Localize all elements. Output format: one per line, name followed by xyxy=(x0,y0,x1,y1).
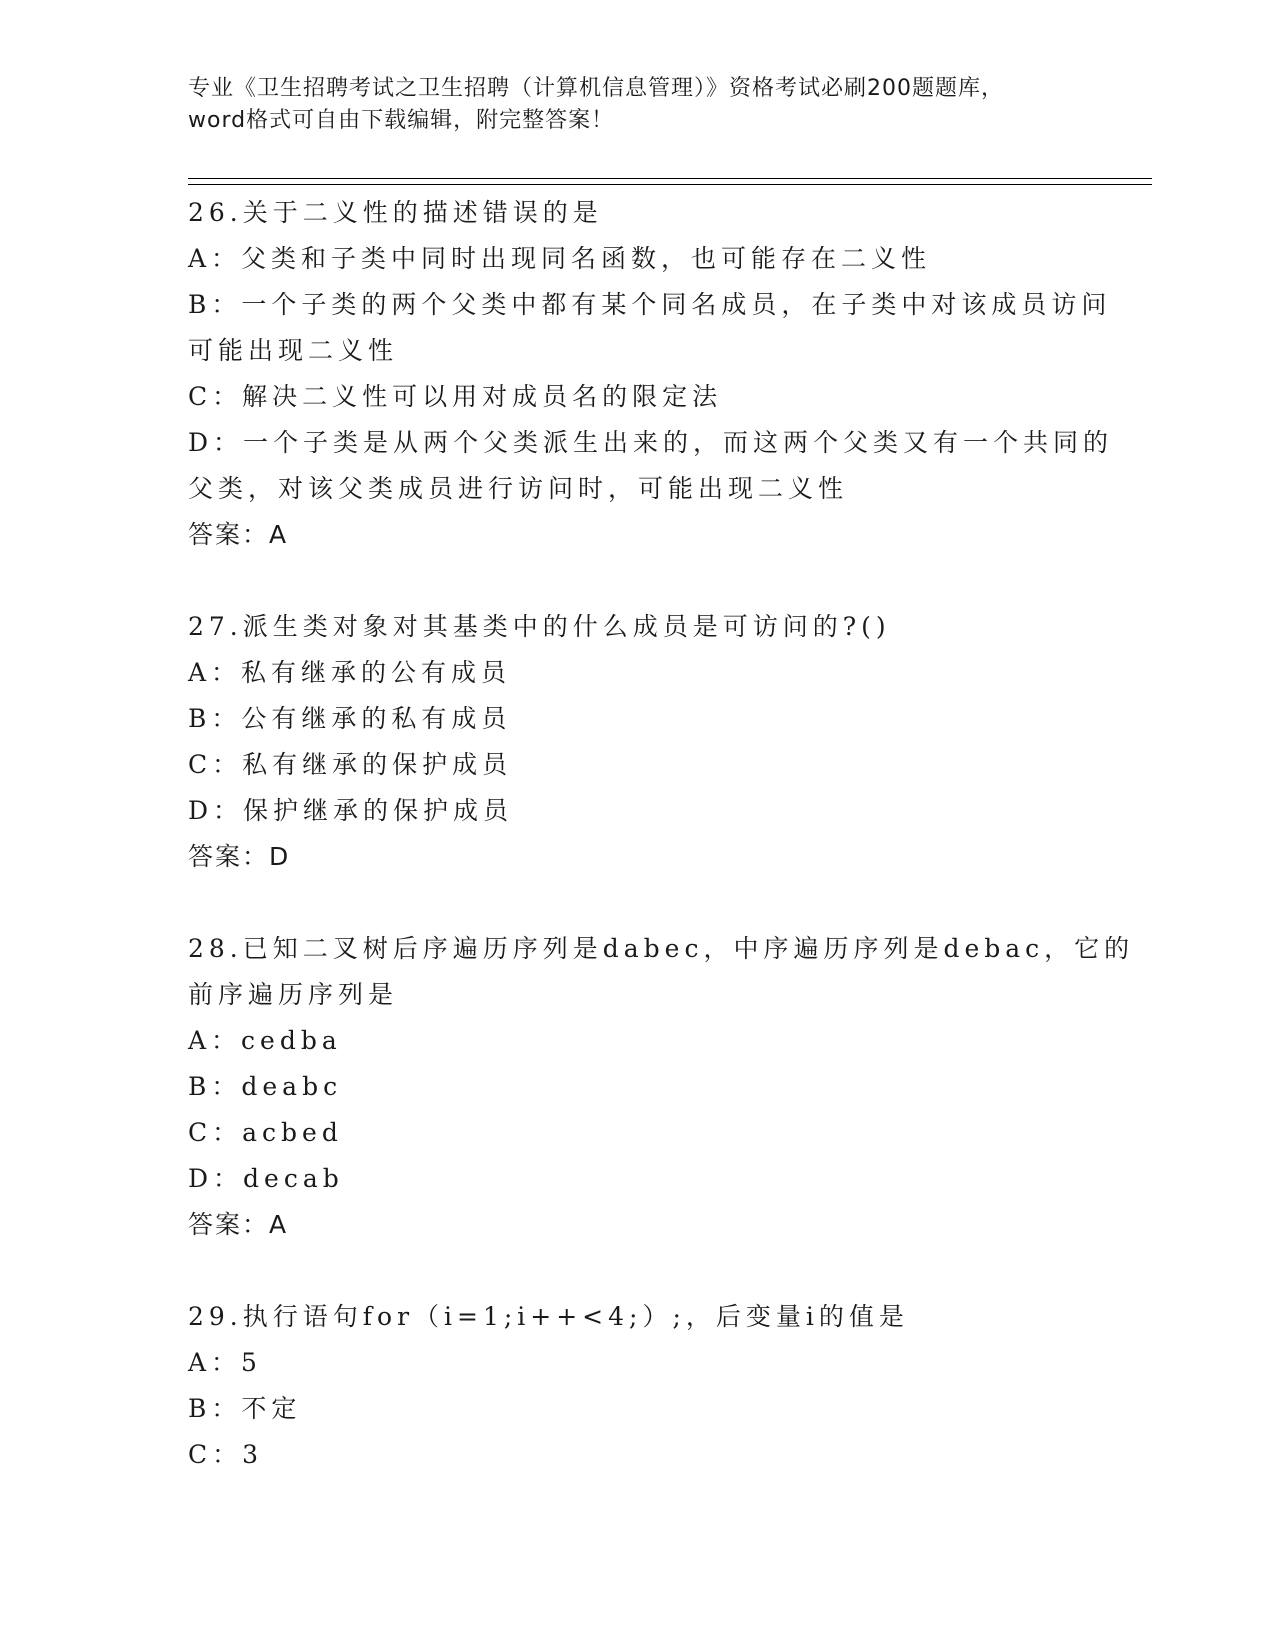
answer-line: 答案：A xyxy=(188,1210,289,1239)
option-a: A：5 xyxy=(188,1348,262,1377)
option-c: C：3 xyxy=(188,1440,264,1469)
header-line-2: word格式可自由下载编辑，附完整答案！ xyxy=(188,108,615,133)
option-b: B：公有继承的私有成员 xyxy=(188,704,512,733)
question-26 xyxy=(188,190,1114,558)
answer-line: 答案：A xyxy=(188,520,289,549)
question-stem: 27.派生类对象对其基类中的什么成员是可访问的?() xyxy=(188,612,891,641)
question-27 xyxy=(188,604,1088,880)
document-header xyxy=(188,73,1088,137)
question-list xyxy=(188,190,1135,1478)
question-28 xyxy=(188,926,1135,1248)
question-stem: 26.关于二义性的描述错误的是 xyxy=(188,198,603,227)
header-divider-top xyxy=(188,178,1152,179)
question-29 xyxy=(188,1294,1088,1478)
option-a: A：私有继承的公有成员 xyxy=(188,658,512,687)
header-divider-bottom xyxy=(188,184,1152,185)
option-d: D：保护继承的保护成员 xyxy=(188,796,514,825)
option-a: A：父类和子类中同时出现同名函数，也可能存在二义性 xyxy=(188,244,932,273)
option-d-continued: 父类，对该父类成员进行访问时，可能出现二义性 xyxy=(188,474,849,503)
option-b: B：不定 xyxy=(188,1394,302,1423)
option-a: A：cedba xyxy=(188,1026,342,1055)
option-c: C：私有继承的保护成员 xyxy=(188,750,513,779)
question-stem: 28.已知二叉树后序遍历序列是dabec，中序遍历序列是debac，它的 xyxy=(188,934,1135,963)
question-stem: 29.执行语句for（i=1;i++<4;）;，后变量i的值是 xyxy=(188,1302,909,1331)
option-b: B：deabc xyxy=(188,1072,343,1101)
option-c: C：解决二义性可以用对成员名的限定法 xyxy=(188,382,723,411)
option-d: D：decab xyxy=(188,1164,344,1193)
option-b: B：一个子类的两个父类中都有某个同名成员，在子类中对该成员访问 xyxy=(188,290,1112,319)
header-line-1: 专业《卫生招聘考试之卫生招聘（计算机信息管理）》资格考试必刷200题题库， xyxy=(188,76,1004,101)
answer-line: 答案：D xyxy=(188,842,291,871)
option-d: D：一个子类是从两个父类派生出来的，而这两个父类又有一个共同的 xyxy=(188,428,1114,457)
option-c: C：acbed xyxy=(188,1118,343,1147)
option-b-continued: 可能出现二义性 xyxy=(188,336,399,365)
question-stem-continued: 前序遍历序列是 xyxy=(188,980,399,1009)
